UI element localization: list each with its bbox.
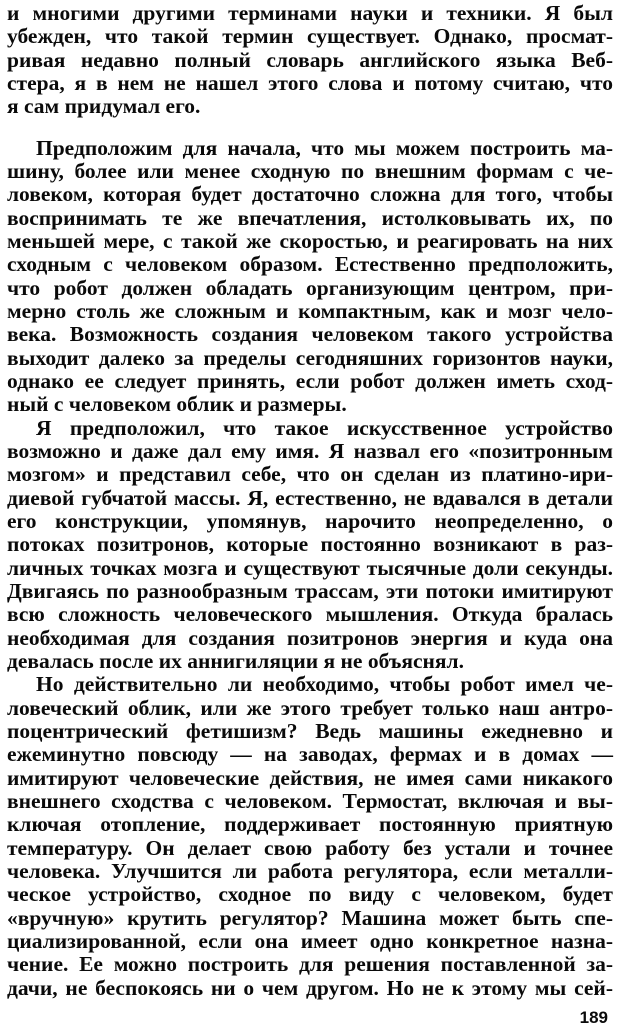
text-line: личных точках мозга и существуют тысячные доли секунды. <box>7 555 613 580</box>
text-line: возможно и даже дал ему имя. Я назвал его «позитронным <box>7 439 613 463</box>
paragraph-first-line: Но действительно ли необходимо, чтобы робот имел че- <box>36 672 613 697</box>
page-number: 189 <box>579 1008 608 1027</box>
text-line: поцентрический фетишизм? Ведь машины ежедневно и <box>7 719 613 743</box>
text-line: мозгом» и представил себе, что он сделан из платино-ири- <box>7 462 613 487</box>
text-line: и многими другими терминами науки и техники. Я был <box>7 1 613 25</box>
text-line: выходит далеко за пределы сегодняшних горизонтов науки, <box>7 345 613 370</box>
paragraph-first-line: Предположим для начала, что мы можем построить ма- <box>36 135 613 160</box>
text-line: ключая отопление, поддерживает постоянную приятную <box>7 812 613 837</box>
text-line: девалась после их аннигиляции я не объяснял. <box>7 649 464 673</box>
text-line: стера, я в нем не нашел этого слова и потому считаю, что <box>7 71 613 95</box>
text-line: ежеминутно повсюду — на заводах, фермах и в домах — <box>7 742 613 767</box>
text-line: убежден, что такой термин существует. Однако, просмат- <box>7 24 613 49</box>
text-line: однако ее следует принять, если робот должен иметь сход- <box>7 369 613 393</box>
text-line: дачи, не беспокоясь ни о чем другом. Но не к этому мы сей- <box>7 975 613 1000</box>
text-line: меньшей мере, с такой же скоростью, и реагировать на них <box>7 229 613 253</box>
text-line: ческое устройство, сходное по виду с человеком, будет <box>7 882 613 907</box>
text-line: необходимая для создания позитронов энергия и куда она <box>7 625 613 650</box>
text-line: что робот должен обладать организующим центром, при- <box>7 275 613 300</box>
text-line: потоках позитронов, которые постоянно возникают в раз- <box>7 532 613 557</box>
text-line: циализированной, если она имеет одно конкретное назна- <box>7 929 613 953</box>
text-line: века. Возможность создания человеком такого устройства <box>7 322 613 347</box>
text-line: чение. Ее можно построить для решения поставленной за- <box>7 952 613 977</box>
text-line: ловеческий облик, или же этого требует только наш антро- <box>7 695 613 720</box>
text-line: Двигаясь по разнообразным трассам, эти потоки имитируют <box>7 579 613 603</box>
text-line: воспринимать те же впечатления, истолковывать их, по <box>7 205 613 230</box>
text-line: ривая недавно полный словарь английского языка Веб- <box>7 47 613 72</box>
paragraph-first-line: Я предположил, что такое искусственное устройство <box>36 415 613 440</box>
text-line: ловеком, которая будет достаточно сложна для того, чтобы <box>7 182 613 207</box>
text-line: человека. Улучшится ли работа регулятора, если металли- <box>7 859 613 883</box>
text-line: внешнего сходства с человеком. Термостат, включая и вы- <box>7 789 613 813</box>
text-line: имитируют человеческие действия, не имея сами никакого <box>7 765 613 790</box>
text-line: «вручную» крутить регулятор? Машина может быть спе- <box>7 905 613 930</box>
text-line: температуру. Он делает свою работу без устали и точнее <box>7 835 613 860</box>
text-line: шину, более или менее сходную по внешним формам с че- <box>7 159 613 183</box>
text-line: ный с человеком облик и размеры. <box>7 392 347 417</box>
text-line: я сам придумал его. <box>7 94 201 119</box>
text-line: его конструкции, упомянув, нарочито неопределенно, о <box>7 509 613 533</box>
text-line: всю сложность человеческого мышления. Откуда бралась <box>7 602 613 627</box>
text-line: диевой губчатой массы. Я, естественно, не вдавался в детали <box>7 485 613 510</box>
text-line: мерно столь же сложным и компактным, как и мозг чело- <box>7 299 613 323</box>
text-line: сходным с человеком образом. Естественно предположить, <box>7 252 613 277</box>
